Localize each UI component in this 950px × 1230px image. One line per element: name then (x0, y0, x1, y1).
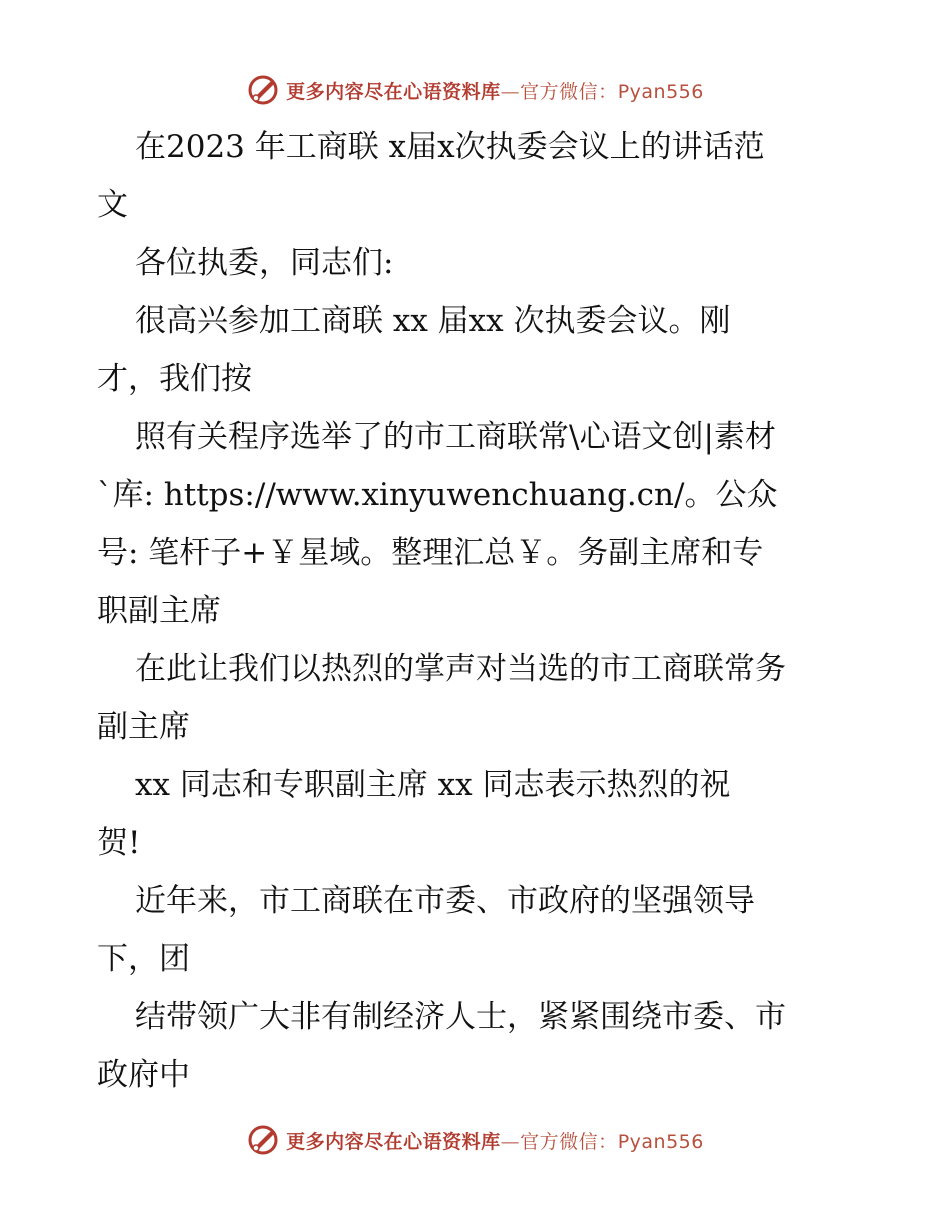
document-line: 号: 笔杆子+￥星域。整理汇总￥。务副主席和专 (97, 535, 764, 571)
banner-wechat-id: Pyan556 (617, 80, 704, 103)
document-line: 近年来，市工商联在市委、市政府的坚强领导 (135, 883, 755, 919)
banner-wechat-label: 官方微信： (520, 80, 618, 103)
banner-dash: — (500, 80, 521, 103)
document-line: 结带领广大非有制经济人士，紧紧围绕市委、市 (135, 999, 786, 1035)
banner-brand: 更多内容尽在心语资料库 (286, 80, 501, 103)
document-line: 贺! (97, 825, 141, 861)
document-line: 照有关程序选举了的市工商联常\心语文创|素材 (135, 419, 776, 455)
document-line: 下，团 (97, 941, 190, 977)
document-line: xx 同志和专职副主席 xx 同志表示热烈的祝 (135, 767, 731, 803)
document-line: 政府中 (97, 1057, 190, 1093)
banner-wechat-id: Pyan556 (617, 1130, 704, 1153)
document-line: 各位执委，同志们: (135, 245, 394, 281)
document-line: 才，我们按 (97, 361, 252, 397)
banner-text (286, 1127, 704, 1154)
document-line: 在此让我们以热烈的掌声对当选的市工商联常务 (135, 651, 786, 687)
banner-dash: — (500, 1130, 521, 1153)
document-line: 职副主席 (97, 593, 221, 629)
banner-brand: 更多内容尽在心语资料库 (286, 1130, 501, 1153)
document-line: 在2023 年工商联 x届x次执委会议上的讲话范 (135, 129, 765, 165)
banner-text (286, 77, 704, 104)
document-line: 很高兴参加工商联 xx 届xx 次执委会议。刚 (135, 303, 731, 339)
banner-wechat-label: 官方微信： (520, 1130, 618, 1153)
footer-banner (0, 1120, 950, 1160)
brand-logo-icon (246, 1123, 280, 1157)
document-line: 文 (97, 187, 128, 223)
document-line: `库: https://www.xinyuwenchuang.cn/。公众 (97, 477, 778, 513)
document-line: 副主席 (97, 709, 190, 745)
brand-logo-icon (246, 73, 280, 107)
header-banner (0, 70, 950, 110)
document-body (97, 118, 857, 1104)
